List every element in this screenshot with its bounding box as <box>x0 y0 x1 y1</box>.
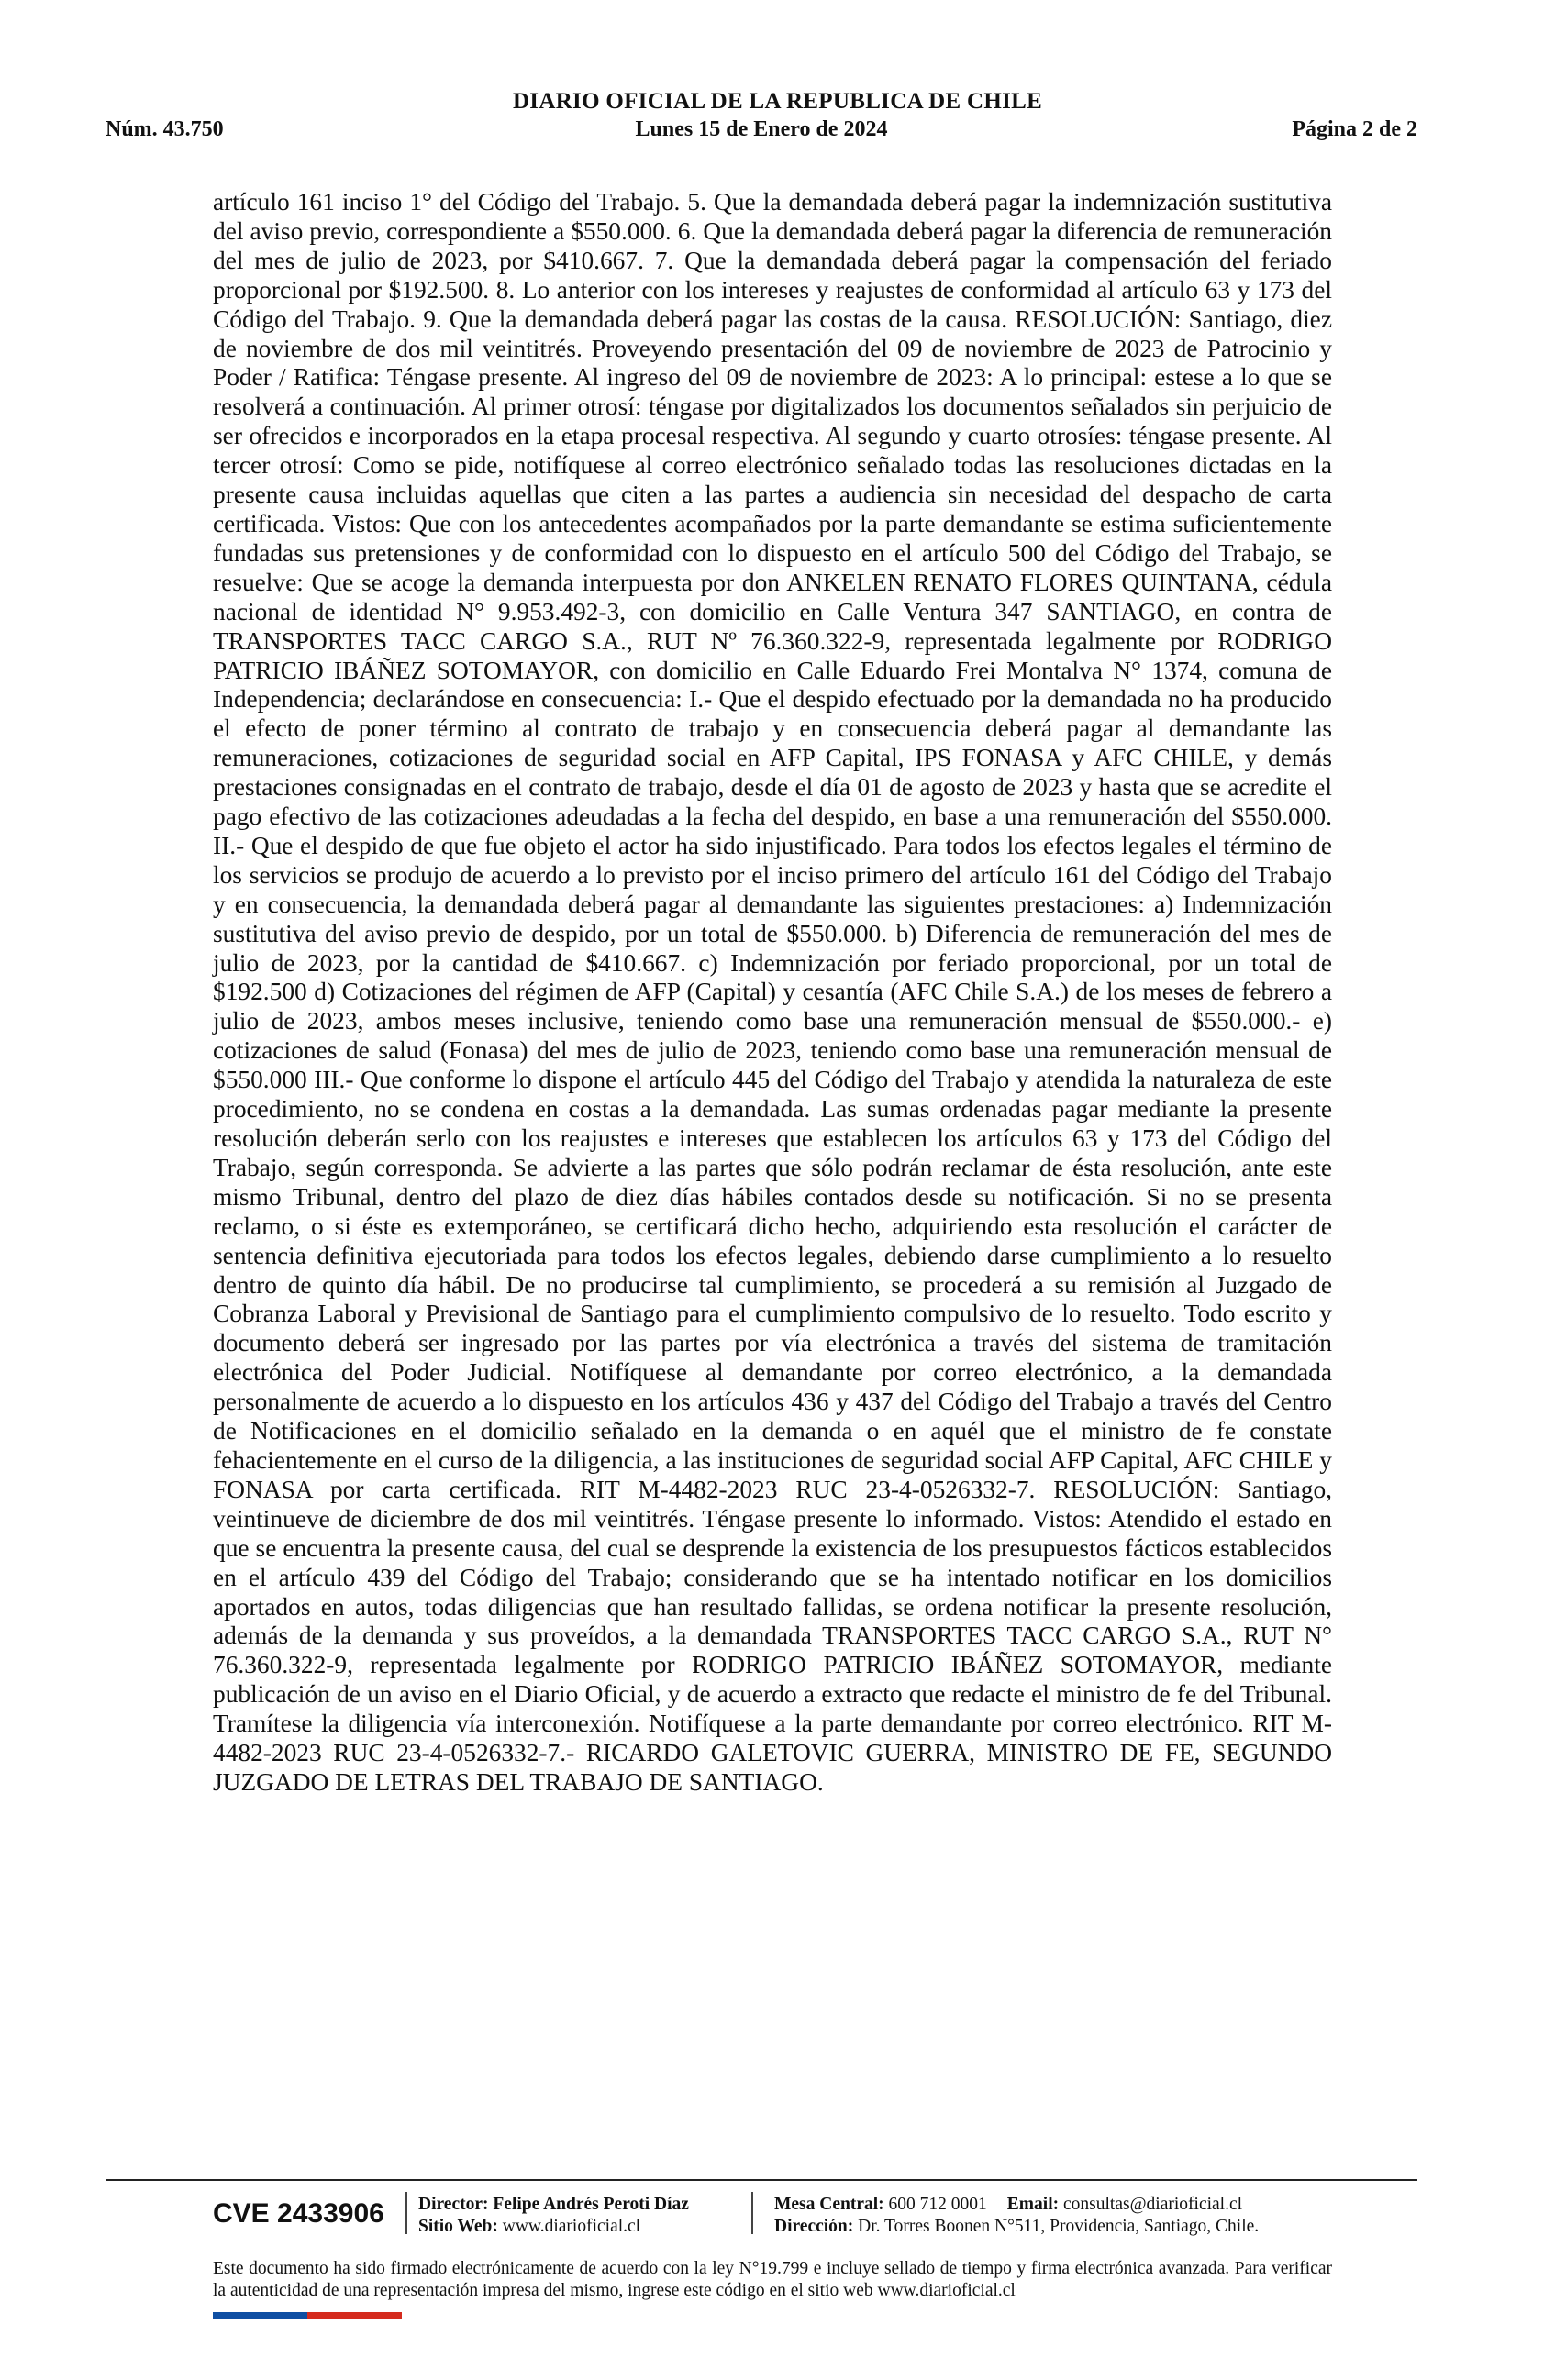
flag-red-segment <box>307 2312 402 2319</box>
email-link[interactable]: consultas@diarioficial.cl <box>1063 2195 1243 2214</box>
flag-blue-segment <box>213 2312 307 2319</box>
footer-separator <box>751 2192 753 2234</box>
article-body: artículo 161 inciso 1° del Código del Trabajo. 5. Que la demandada deberá pagar la indemnización sustitutiva del aviso previo, correspondiente a $550.000. 6. Que la demandada deberá pagar la diferencia de remuneración del mes de julio de 2023, por $410.667. 7. Que la demandada deberá pagar la compensación del feriado proporcional por $192.500. 8. Lo anterior con los intereses y reajustes de conformidad al artículo 63 y 173 del Código del Trabajo. 9. Que la demandada deberá pagar las costas de la causa. RESOLUCIÓN: Santiago, diez de noviembre de dos mil veintitrés. Proveyendo presentación del 09 de noviembre de 2023 de Patrocinio y Poder / Ratifica: Téngase presente. Al ingreso del 09 de noviembre de 2023: A lo principal: estese a lo que se resolverá a continuación. Al primer otrosí: téngase por digitalizados los documentos señalados sin perjuicio de ser ofrecidos e incorporados en la etapa procesal respectiva. Al segundo y cuarto otrosíes: téngase presente. Al tercer otrosí: Como se pide, notifíquese al correo electrónico señalado todas las resoluciones dictadas en la presente causa incluidas aquellas que citen a las partes a audiencia sin necesidad del despacho de carta certificada. Vistos: Que con los antecedentes acompañados por la parte demandante se estima suficientemente fundadas sus pretensiones y de conformidad con lo dispuesto en el artículo 500 del Código del Trabajo, se resuelve: Que se acoge la demanda interpuesta por don ANKELEN RENATO FLORES QUINTANA, cédula nacional de identidad N° 9.953.492-3, con domicilio en Calle Ventura 347 SANTIAGO, en contra de TRANSPORTES TACC CARGO S.A., RUT Nº 76.360.322-9, representada legalmente por RODRIGO PATRICIO IBÁÑEZ SOTOMAYOR, con domicilio en Calle Eduardo Frei Montalva N° 1374, comuna de Independencia; declarándose en consecuencia: I.- Que el despido efectuado por la demandada no ha producido el efecto de poner término al contrato de trabajo y en consecuencia deberá pagar al demandante las remuneraciones, cotizaciones de seguridad social en AFP Capital, IPS FONASA y AFC CHILE, y demás prestaciones consignadas en el contrato de trabajo, desde el día 01 de agosto de 2023 y hasta que se acredite el pago efectivo de las cotizaciones adeudadas a la fecha del despido, en base a una remuneración del $550.000. II.- Que el despido de que fue objeto el actor ha sido injustificado. Para todos los efectos legales el término de los servicios se produjo de acuerdo a lo previsto por el inciso primero del artículo 161 del Código del Trabajo y en consecuencia, la demandada deberá pagar al demandante las siguientes prestaciones: a) Indemnización sustitutiva del aviso previo de despido, por un total de $550.000. b) Diferencia de remuneración del mes de julio de 2023, por la cantidad de $410.667. c) Indemnización por feriado proporcional, por un total de $192.500 d) Cotizaciones del régimen de AFP (Capital) y cesantía (AFC Chile S.A.) de los meses de febrero a julio de 2023, ambos meses inclusive, teniendo como base una remuneración mensual de $550.000.- e) cotizaciones de salud (Fonasa) del mes de julio de 2023, teniendo como base una remuneración mensual de $550.000 III.- Que conforme lo dispone el artículo 445 del Código del Trabajo y atendida la naturaleza de este procedimiento, no se condena en costas a la demandada. Las sumas ordenadas pagar mediante la presente resolución deberán serlo con los reajustes e intereses que establecen los artículos 63 y 173 del Código del Trabajo, según corresponda. Se advierte a las partes que sólo podrán reclamar de ésta resolución, ante este mismo Tribunal, dentro del plazo de diez días hábiles contados desde su notificación. Si no se presenta reclamo, o si éste es extemporáneo, se certificará dicho hecho, adquiriendo esta resolución el carácter de sentencia definitiva ejecutoriada para todos los efectos legales, debiendo darse cumplimiento a lo resuelto dentro de quinto día hábil. De no producirse tal cumplimiento, se procederá a su remisión al Juzgado de Cobranza Laboral y Previsional de Santiago para el cumplimiento compulsivo de lo resuelto. Todo escrito y documento deberá ser ingresado por las partes por vía electrónica a través del sistema de tramitación electrónica del Poder Judicial. Notifíquese al demandante por correo electrónico, a la demandada personalmente de acuerdo a lo dispuesto en los artículos 436 y 437 del Código del Trabajo a través del Centro de Notificaciones en el domicilio señalado en la demanda o en aquél que el ministro de fe constate fehacientemente en el curso de la diligencia, a las instituciones de seguridad social AFP Capital, AFC CHILE y FONASA por carta certificada. RIT M-4482-2023 RUC 23-4-0526332-7. RESOLUCIÓN: Santiago, veintinueve de diciembre de dos mil veintitrés. Téngase presente lo informado. Vistos: Atendido el estado en que se encuentra la presente causa, del cual se desprende la existencia de los presupuestos fácticos establecidos en el artículo 439 del Código del Trabajo; considerando que se ha intentado notificar en los domicilios aportados en autos, todas diligencias que han resultado fallidas, se ordena notificar la presente resolución, además de la demanda y sus proveídos, a la demandada TRANSPORTES TACC CARGO S.A., RUT N° 76.360.322-9, representada legalmente por RODRIGO PATRICIO IBÁÑEZ SOTOMAYOR, mediante publicación de un aviso en el Diario Oficial, y de acuerdo a extracto que redacte el ministro de fe del Tribunal. Tramítese la diligencia vía interconexión. Notifíquese a la parte demandante por correo electrónico. RIT M-4482-2023 RUC 23-4-0526332-7.- RICARDO GALETOVIC GUERRA, MINISTRO DE FE, SEGUNDO JUZGADO DE LETRAS DEL TRABAJO DE SANTIAGO. <box>213 188 1332 1796</box>
phone-number: 600 712 0001 <box>888 2195 987 2214</box>
footer-separator <box>405 2192 407 2234</box>
cve-code: CVE 2433906 <box>213 2198 384 2229</box>
footer-info-box <box>213 2186 1341 2242</box>
phone-label: Mesa Central: <box>774 2195 884 2214</box>
email-label: Email: <box>1006 2195 1060 2214</box>
page-indicator: Página 2 de 2 <box>1292 117 1417 141</box>
director-name: Felipe Andrés Peroti Díaz <box>493 2195 689 2214</box>
issue-date: Lunes 15 de Enero de 2024 <box>635 117 888 141</box>
address-text: Dr. Torres Boonen N°511, Providencia, Santiago, Chile. <box>858 2217 1260 2236</box>
flag-color-bar <box>213 2312 402 2319</box>
signature-disclaimer: Este documento ha sido firmado electrónicamente de acuerdo con la ley N°19.799 e incluye sellado de tiempo y firma electrónica avanzada. Para verificar la autenticidad de una representación impresa del mismo, ingrese este código en el sitio web www.diarioficial.cl <box>213 2259 1332 2300</box>
footer-divider <box>106 2179 1417 2181</box>
newspaper-title: DIARIO OFICIAL DE LA REPUBLICA DE CHILE <box>512 89 1043 114</box>
footer-contact-column <box>774 2194 1259 2238</box>
issue-number: Núm. 43.750 <box>106 117 224 141</box>
address-label: Dirección: <box>774 2217 854 2236</box>
header-info-row <box>106 117 1417 145</box>
footer-director-column <box>418 2194 689 2238</box>
director-label: Director: <box>418 2195 489 2214</box>
website-link[interactable]: www.diarioficial.cl <box>502 2217 641 2236</box>
website-label: Sitio Web: <box>418 2217 498 2236</box>
